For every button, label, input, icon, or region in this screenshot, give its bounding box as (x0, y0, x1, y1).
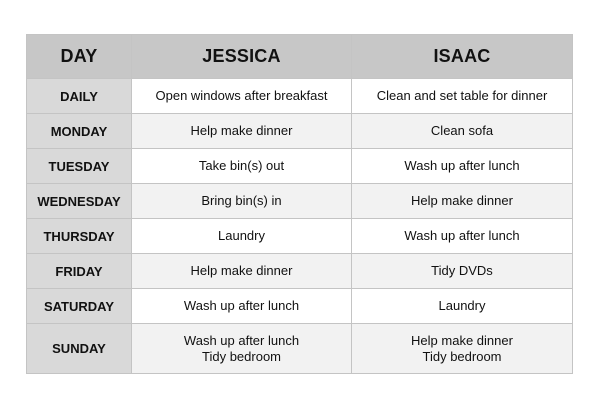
jessica-chore-cell (132, 79, 352, 114)
chore-text: Clean sofa (430, 123, 494, 138)
chore-text: Bring bin(s) in (201, 193, 282, 208)
jessica-chore-cell (132, 114, 352, 149)
day-cell: TUESDAY (27, 149, 132, 184)
jessica-chore-cell (132, 324, 352, 374)
isaac-chore-cell (352, 149, 573, 184)
header-isaac: ISAAC (352, 35, 573, 79)
chore-text: Take bin(s) out (198, 158, 285, 173)
jessica-chore-cell (132, 219, 352, 254)
isaac-chore-cell (352, 219, 573, 254)
day-cell: SATURDAY (27, 289, 132, 324)
chore-text: Laundry (218, 228, 265, 243)
chore-text: Tidy DVDs (431, 263, 493, 278)
chore-text: Wash up after lunch (183, 298, 300, 313)
header-jessica: JESSICA (132, 35, 352, 79)
chore-text: Clean and set table for dinner (376, 88, 548, 103)
header-row (27, 35, 573, 79)
isaac-chore-cell (352, 114, 573, 149)
chore-text: Help make dinner (411, 332, 513, 348)
jessica-chore-cell (132, 254, 352, 289)
chore-text: Help make dinner (411, 193, 513, 208)
chore-text: Laundry (438, 298, 486, 313)
day-cell: DAILY (27, 79, 132, 114)
table-row (27, 79, 573, 114)
chore-text: Help make dinner (190, 263, 293, 278)
day-cell: THURSDAY (27, 219, 132, 254)
chore-text: Tidy bedroom (202, 348, 281, 364)
isaac-chore-cell (352, 289, 573, 324)
day-cell: WEDNESDAY (27, 184, 132, 219)
table-row (27, 254, 573, 289)
table-row (27, 114, 573, 149)
isaac-chore-cell (352, 324, 573, 374)
chore-text: Wash up after lunch (404, 158, 520, 173)
chore-text: Help make dinner (190, 123, 293, 138)
header-day: DAY (27, 35, 132, 79)
jessica-chore-cell (132, 184, 352, 219)
table-row (27, 184, 573, 219)
isaac-chore-cell (352, 254, 573, 289)
day-cell: SUNDAY (27, 324, 132, 374)
table-row (27, 289, 573, 324)
chore-text: Tidy bedroom (422, 348, 502, 364)
table-body (27, 79, 573, 374)
table-row (27, 149, 573, 184)
table-row (27, 219, 573, 254)
table-row (27, 324, 573, 374)
jessica-chore-cell (132, 149, 352, 184)
isaac-chore-cell (352, 79, 573, 114)
chore-schedule-table (26, 34, 573, 374)
chore-text: Wash up after lunch (183, 332, 300, 348)
jessica-chore-cell (132, 289, 352, 324)
isaac-chore-cell (352, 184, 573, 219)
chore-text: Wash up after lunch (404, 228, 520, 243)
day-cell: FRIDAY (27, 254, 132, 289)
chore-text: Open windows after breakfast (155, 88, 328, 103)
day-cell: MONDAY (27, 114, 132, 149)
